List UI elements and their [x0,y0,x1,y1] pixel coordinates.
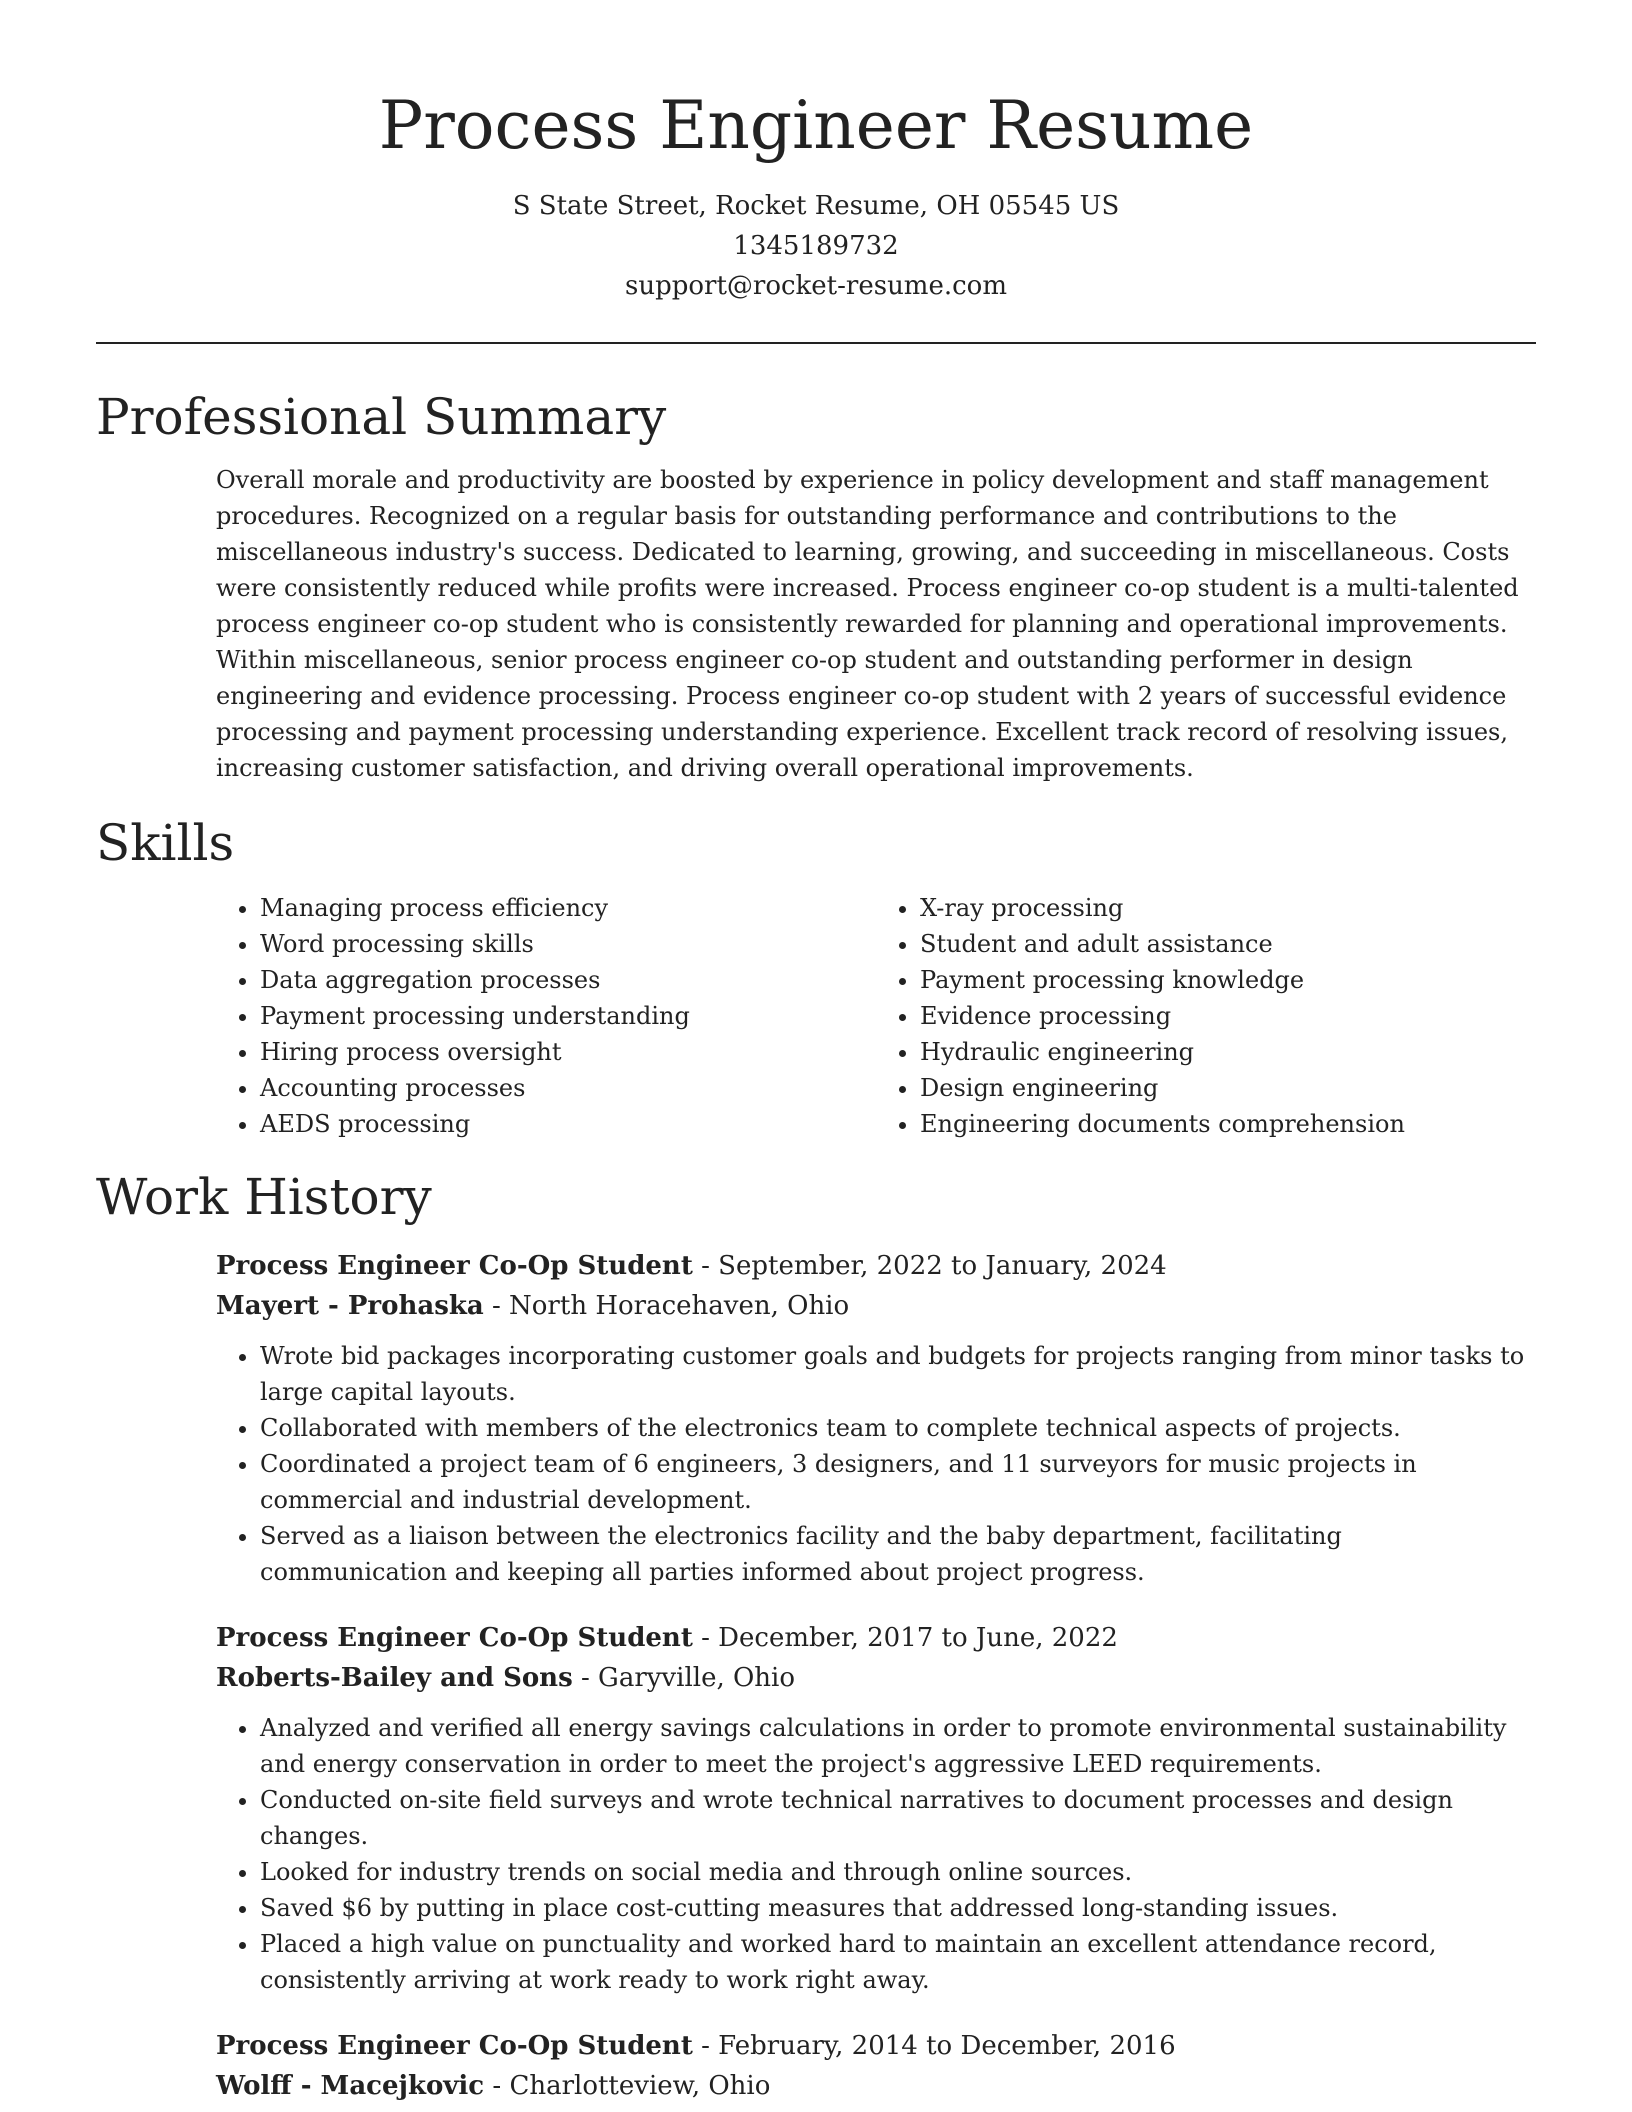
header-divider [96,342,1536,344]
skills-heading: Skills [96,814,235,872]
job-bullet: • Collaborated with members of the electronics team to complete technical aspects of projects. [260,1410,1536,1446]
job-title: Process Engineer Co-Op Student [216,2031,693,2061]
skill-item: • AEDS processing [260,1106,876,1142]
skill-item: • Word processing skills [260,926,876,962]
job-bullet: • Saved $6 by putting in place cost-cutting measures that addressed long-standing issues. [260,1890,1536,1926]
contact-address: S State Street, Rocket Resume, OH 05545 US [512,191,1120,221]
skill-item: • Hiring process oversight [260,1034,876,1070]
job-company: Wolff - Macejkovic [216,2071,485,2101]
summary-heading: Professional Summary [96,388,667,446]
summary-body [96,462,1536,786]
work-history-heading: Work History [96,1168,432,1226]
job-title: Process Engineer Co-Op Student [216,1251,693,1281]
job-location: - North Horacehaven, Ohio [483,1291,850,1321]
skill-item: • Payment processing knowledge [920,962,1536,998]
skill-item: • Design engineering [920,1070,1536,1106]
skill-item: • Payment processing understanding [260,998,876,1034]
job-dates: - September, 2022 to January, 2024 [692,1251,1167,1281]
skills-section [96,810,1536,1142]
skill-item: • Data aggregation processes [260,962,876,998]
job-company: Mayert - Prohaska [216,1291,484,1321]
job-title: Process Engineer Co-Op Student [216,1623,693,1653]
job-title-line [216,2026,1536,2066]
skill-item: • Student and adult assistance [920,926,1536,962]
contact-email[interactable]: support@rocket-resume.com [624,271,1007,301]
job-company-line [216,1286,1536,1326]
page-title: Process Engineer Resume [378,87,1254,164]
job-title-line [216,1618,1536,1658]
summary-text: Overall morale and productivity are boosted by experience in policy development and staff management procedures. Recognized on a regular basis for outstanding performance and contributions to the miscellaneous industry's success. Dedicated to learning, growing, and succeeding in miscellaneous. Costs were consistently reduced while profits were increased. Process engineer co-op student is a multi-talented process engineer co-op student who is consistently rewarded for planning and operational improvements. Within miscellaneous, senior process engineer co-op student and outstanding performer in design engineering and evidence processing. Process engineer co-op student with 2 years of successful evidence processing and payment processing understanding experience. Excellent track record of resolving issues, increasing customer satisfaction, and driving overall operational improvements. [216,466,1519,782]
skill-item: • Managing process efficiency [260,890,876,926]
job-bullet: • Looked for industry trends on social media and through online sources. [260,1854,1536,1890]
job-entry [96,1618,1536,1998]
job-entry [96,1246,1536,1590]
job-location: - Garyville, Ohio [572,1663,796,1693]
skill-item: • X-ray processing [920,890,1536,926]
contact-phone: 1345189732 [733,231,899,261]
skill-item: • Engineering documents comprehension [920,1106,1536,1142]
job-dates: - December, 2017 to June, 2022 [692,1623,1118,1653]
job-bullets [216,1710,1536,1998]
skill-item: • Hydraulic engineering [920,1034,1536,1070]
job-company-line [216,1658,1536,1698]
contact-block [96,186,1536,306]
job-bullet: • Served as a liaison between the electronics facility and the baby department, facilitating communication and keeping all parties informed about project progress. [260,1518,1536,1590]
job-dates: - February, 2014 to December, 2016 [692,2031,1176,2061]
job-bullet: • Placed a high value on punctuality and worked hard to maintain an excellent attendance record, consistently arriving at work ready to work right away. [260,1926,1536,1998]
skills-list-left [216,890,876,1142]
job-bullet: • Coordinated a project team of 6 engineers, 3 designers, and 11 surveyors for music projects in commercial and industrial development. [260,1446,1536,1518]
job-bullet: • Analyzed and verified all energy savings calculations in order to promote environmental sustainability and energy conservation in order to meet the project's aggressive LEED requirements. [260,1710,1536,1782]
work-history-section [96,1164,1536,2106]
skills-list-right [876,890,1536,1142]
job-bullet: • Wrote bid packages incorporating customer goals and budgets for projects ranging from minor tasks to large capital layouts. [260,1338,1536,1410]
job-bullets [216,1338,1536,1590]
summary-section [96,384,1536,786]
job-company-line [216,2066,1536,2106]
job-bullet: • Conducted on-site field surveys and wrote technical narratives to document processes and design changes. [260,1782,1536,1854]
job-entry [96,2026,1536,2106]
skills-grid [96,890,1536,1142]
skill-item: • Evidence processing [920,998,1536,1034]
job-location: - Charlotteview, Ohio [484,2071,771,2101]
resume-header [96,0,1536,306]
skill-item: • Accounting processes [260,1070,876,1106]
job-title-line [216,1246,1536,1286]
job-company: Roberts-Bailey and Sons [216,1663,573,1693]
